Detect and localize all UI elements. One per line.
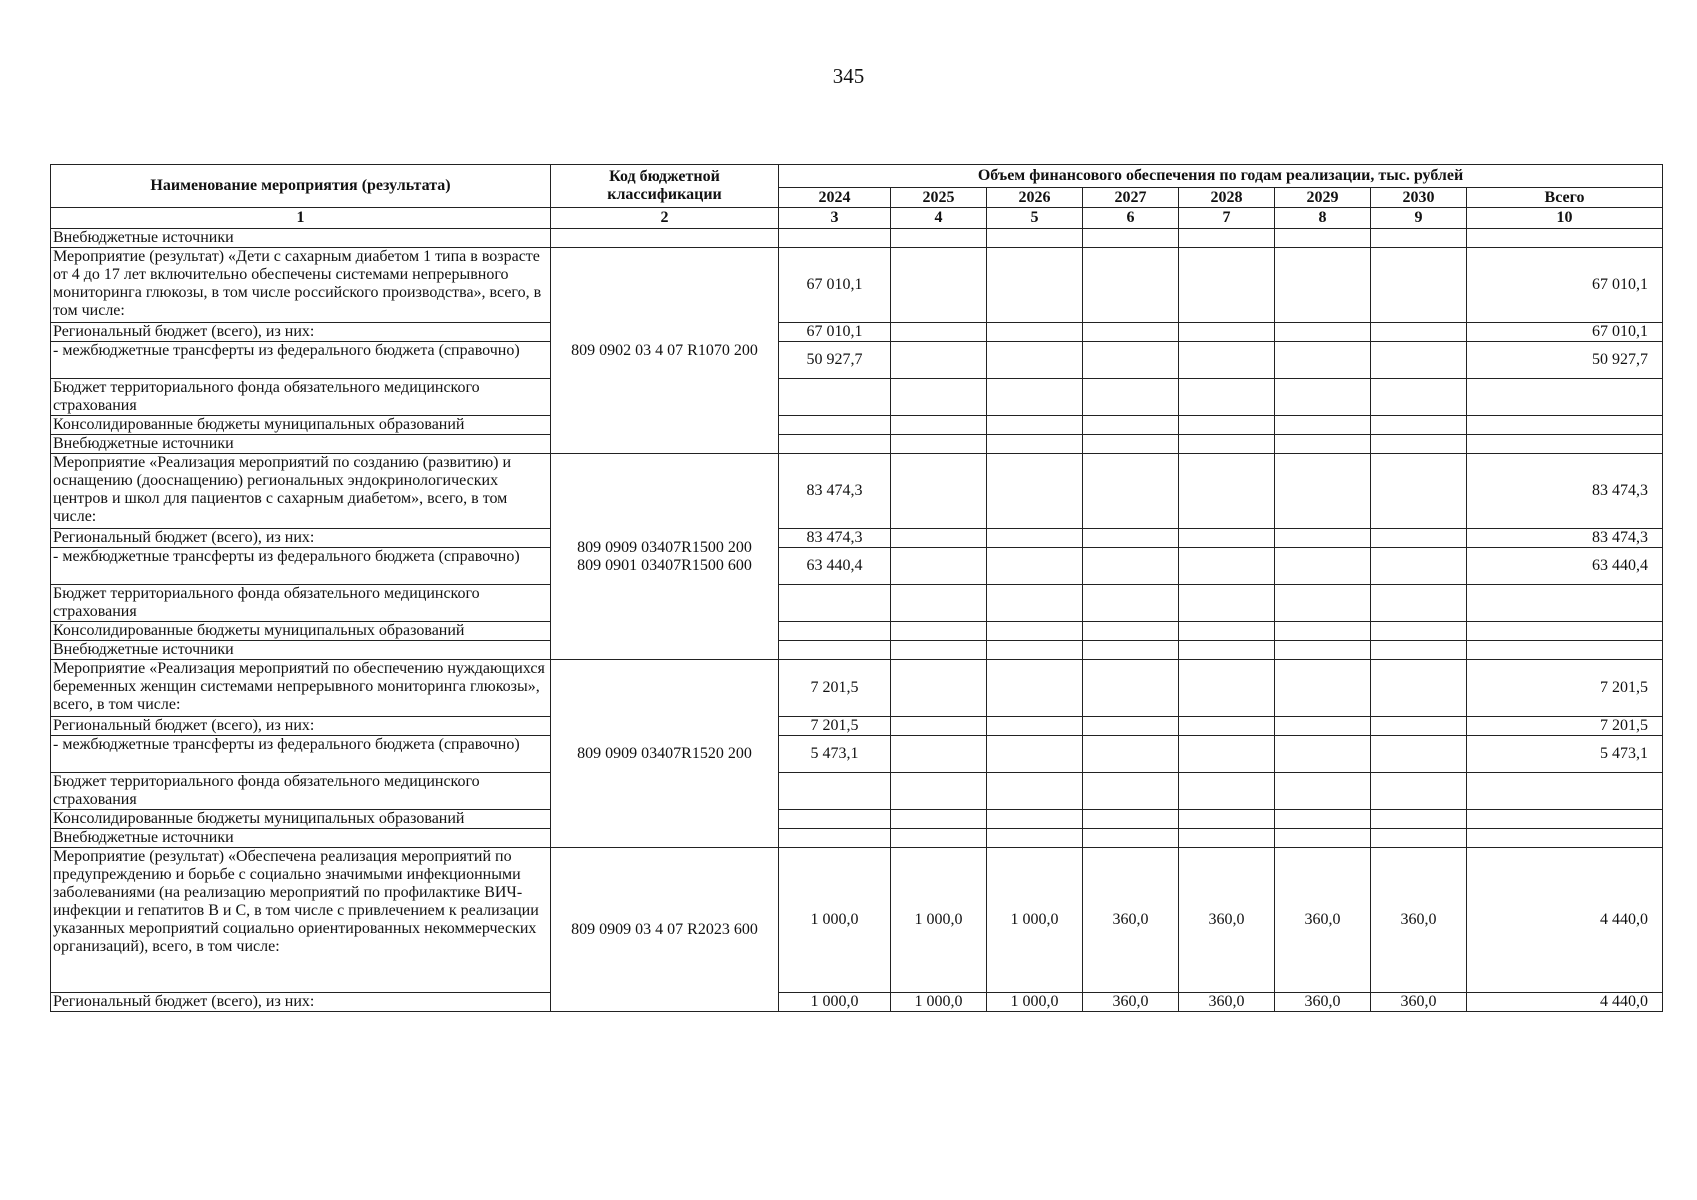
year-value xyxy=(987,641,1083,660)
year-value: 7 201,5 xyxy=(779,660,891,717)
row-value xyxy=(1083,229,1179,248)
year-value xyxy=(1371,379,1467,416)
header-year: 2027 xyxy=(1083,188,1179,208)
row-name: Мероприятие «Реализация мероприятий по созданию (развитию) и оснащению (дооснащению) региональных эндокринологических центров и школ для пациентов с сахарным диабетом», всего, в том числе: xyxy=(51,454,551,529)
row-value xyxy=(1179,229,1275,248)
year-value xyxy=(1179,773,1275,810)
row-value xyxy=(779,229,891,248)
year-value xyxy=(1083,773,1179,810)
year-value xyxy=(891,736,987,773)
year-value xyxy=(1083,379,1179,416)
total-value: 67 010,1 xyxy=(1467,323,1663,342)
year-value xyxy=(1179,810,1275,829)
row-name: Мероприятие «Реализация мероприятий по обеспечению нуждающихся беременных женщин системами непрерывного мониторинга глюкозы», всего, в том числе: xyxy=(51,660,551,717)
total-value: 63 440,4 xyxy=(1467,548,1663,585)
row-name: Внебюджетные источники xyxy=(51,829,551,848)
total-value xyxy=(1467,641,1663,660)
year-value xyxy=(1275,660,1371,717)
year-value xyxy=(1275,248,1371,323)
total-value: 4 440,0 xyxy=(1467,848,1663,993)
year-value xyxy=(987,416,1083,435)
year-value xyxy=(779,435,891,454)
year-value xyxy=(1179,323,1275,342)
year-value: 360,0 xyxy=(1371,848,1467,993)
year-value xyxy=(1179,585,1275,622)
table-row xyxy=(51,641,1663,660)
year-value xyxy=(1083,454,1179,529)
year-value xyxy=(1179,660,1275,717)
row-value xyxy=(987,229,1083,248)
header-year: 2025 xyxy=(891,188,987,208)
column-number: 9 xyxy=(1371,208,1467,229)
year-value xyxy=(891,773,987,810)
year-value xyxy=(1179,529,1275,548)
year-value xyxy=(1275,548,1371,585)
year-value: 1 000,0 xyxy=(779,993,891,1012)
year-value xyxy=(891,248,987,323)
table-row xyxy=(51,342,1663,379)
year-value xyxy=(779,829,891,848)
year-value: 83 474,3 xyxy=(779,454,891,529)
year-value xyxy=(891,342,987,379)
year-value: 1 000,0 xyxy=(779,848,891,993)
year-value xyxy=(1275,736,1371,773)
table-row xyxy=(51,717,1663,736)
year-value xyxy=(1083,641,1179,660)
column-number: 7 xyxy=(1179,208,1275,229)
table-row xyxy=(51,660,1663,717)
year-value xyxy=(1275,829,1371,848)
funding-table xyxy=(50,164,1663,1012)
total-value: 67 010,1 xyxy=(1467,248,1663,323)
budget-code: 809 0909 03407R1500 200 809 0901 03407R1500 600 xyxy=(551,454,779,660)
row-name: Бюджет территориального фонда обязательного медицинского страхования xyxy=(51,379,551,416)
page-number: 345 xyxy=(832,64,865,88)
table-row xyxy=(51,848,1663,993)
table-row xyxy=(51,736,1663,773)
year-value xyxy=(1179,248,1275,323)
budget-code: 809 0902 03 4 07 R1070 200 xyxy=(551,248,779,454)
year-value xyxy=(1371,416,1467,435)
year-value: 67 010,1 xyxy=(779,248,891,323)
year-value xyxy=(891,641,987,660)
row-code xyxy=(551,229,779,248)
year-value xyxy=(1083,810,1179,829)
year-value xyxy=(1371,622,1467,641)
year-value xyxy=(987,323,1083,342)
year-value xyxy=(1083,342,1179,379)
table-row xyxy=(51,529,1663,548)
year-value xyxy=(779,622,891,641)
row-name: Мероприятие (результат) «Обеспечена реализация мероприятий по предупреждению и борьбе с социально значимыми инфекционными заболеваниями (на реализацию мероприятий по профилактике ВИЧ-инфекции и гепатитов В и С, в том числе с привлечением к реализации указанных мероприятий социально ориентированных некоммерческих организаций), всего, в том числе: xyxy=(51,848,551,993)
year-value xyxy=(1275,585,1371,622)
year-value xyxy=(779,585,891,622)
table-row xyxy=(51,829,1663,848)
year-value xyxy=(1179,342,1275,379)
year-value xyxy=(1083,435,1179,454)
budget-code: 809 0909 03407R1520 200 xyxy=(551,660,779,848)
year-value xyxy=(1083,829,1179,848)
row-name: Консолидированные бюджеты муниципальных образований xyxy=(51,622,551,641)
year-value: 360,0 xyxy=(1275,848,1371,993)
year-value xyxy=(987,342,1083,379)
year-value xyxy=(1179,435,1275,454)
column-number: 6 xyxy=(1083,208,1179,229)
header-total: Всего xyxy=(1467,188,1663,208)
year-value: 63 440,4 xyxy=(779,548,891,585)
year-value xyxy=(1083,323,1179,342)
year-value xyxy=(779,773,891,810)
table-row xyxy=(51,435,1663,454)
year-value xyxy=(1275,641,1371,660)
year-value xyxy=(1275,342,1371,379)
column-number: 1 xyxy=(51,208,551,229)
year-value xyxy=(987,829,1083,848)
year-value xyxy=(891,622,987,641)
year-value xyxy=(1179,379,1275,416)
year-value xyxy=(1371,829,1467,848)
year-value: 1 000,0 xyxy=(987,848,1083,993)
column-number: 3 xyxy=(779,208,891,229)
year-value xyxy=(779,379,891,416)
row-name: Региональный бюджет (всего), из них: xyxy=(51,717,551,736)
year-value xyxy=(1275,622,1371,641)
row-total xyxy=(1467,229,1663,248)
table-row xyxy=(51,773,1663,810)
year-value xyxy=(1179,454,1275,529)
row-name: Бюджет территориального фонда обязательного медицинского страхования xyxy=(51,585,551,622)
row-name: Региональный бюджет (всего), из них: xyxy=(51,323,551,342)
year-value xyxy=(1371,641,1467,660)
year-value xyxy=(1179,717,1275,736)
year-value xyxy=(1371,773,1467,810)
year-value xyxy=(1371,248,1467,323)
year-value: 360,0 xyxy=(1083,993,1179,1012)
row-name: - межбюджетные трансферты из федерального бюджета (справочно) xyxy=(51,736,551,773)
row-name: Консолидированные бюджеты муниципальных образований xyxy=(51,810,551,829)
year-value xyxy=(1371,342,1467,379)
row-name: - межбюджетные трансферты из федерального бюджета (справочно) xyxy=(51,342,551,379)
year-value xyxy=(891,548,987,585)
table-row xyxy=(51,248,1663,323)
total-value xyxy=(1467,622,1663,641)
year-value xyxy=(891,323,987,342)
table-row xyxy=(51,379,1663,416)
year-value: 360,0 xyxy=(1083,848,1179,993)
year-value xyxy=(1083,248,1179,323)
year-value xyxy=(891,379,987,416)
header-name: Наименование мероприятия (результата) xyxy=(51,165,551,208)
year-value xyxy=(891,717,987,736)
year-value: 360,0 xyxy=(1179,993,1275,1012)
table-row xyxy=(51,416,1663,435)
year-value xyxy=(1371,548,1467,585)
year-value xyxy=(1371,435,1467,454)
year-value: 360,0 xyxy=(1371,993,1467,1012)
year-value xyxy=(1083,585,1179,622)
total-value: 83 474,3 xyxy=(1467,454,1663,529)
table-row xyxy=(51,585,1663,622)
year-value xyxy=(891,454,987,529)
total-value: 83 474,3 xyxy=(1467,529,1663,548)
year-value xyxy=(1179,548,1275,585)
column-number: 2 xyxy=(551,208,779,229)
row-value xyxy=(1371,229,1467,248)
year-value xyxy=(1083,529,1179,548)
row-name: Региональный бюджет (всего), из них: xyxy=(51,993,551,1012)
year-value xyxy=(987,622,1083,641)
total-value: 7 201,5 xyxy=(1467,717,1663,736)
year-value: 1 000,0 xyxy=(891,848,987,993)
year-value xyxy=(987,454,1083,529)
header-year: 2029 xyxy=(1275,188,1371,208)
table-row xyxy=(51,810,1663,829)
year-value xyxy=(1083,548,1179,585)
year-value xyxy=(1371,717,1467,736)
year-value xyxy=(891,810,987,829)
year-value xyxy=(987,736,1083,773)
year-value xyxy=(1083,622,1179,641)
header-year: 2030 xyxy=(1371,188,1467,208)
table-row xyxy=(51,323,1663,342)
row-name: Внебюджетные источники xyxy=(51,641,551,660)
total-value xyxy=(1467,379,1663,416)
year-value: 7 201,5 xyxy=(779,717,891,736)
year-value xyxy=(1275,717,1371,736)
total-value xyxy=(1467,435,1663,454)
year-value xyxy=(891,416,987,435)
total-value: 5 473,1 xyxy=(1467,736,1663,773)
year-value xyxy=(1275,454,1371,529)
year-value xyxy=(987,810,1083,829)
year-value: 5 473,1 xyxy=(779,736,891,773)
header-year: 2024 xyxy=(779,188,891,208)
year-value xyxy=(779,641,891,660)
total-value: 4 440,0 xyxy=(1467,993,1663,1012)
row-name: - межбюджетные трансферты из федерального бюджета (справочно) xyxy=(51,548,551,585)
row-name: Региональный бюджет (всего), из них: xyxy=(51,529,551,548)
header-year: 2028 xyxy=(1179,188,1275,208)
year-value xyxy=(1083,416,1179,435)
year-value xyxy=(987,379,1083,416)
year-value: 50 927,7 xyxy=(779,342,891,379)
year-value xyxy=(891,829,987,848)
year-value xyxy=(779,810,891,829)
year-value xyxy=(1371,529,1467,548)
year-value xyxy=(1275,379,1371,416)
column-number: 4 xyxy=(891,208,987,229)
header-year: 2026 xyxy=(987,188,1083,208)
year-value xyxy=(1275,773,1371,810)
row-value xyxy=(1275,229,1371,248)
year-value xyxy=(1275,416,1371,435)
year-value xyxy=(987,717,1083,736)
year-value xyxy=(987,435,1083,454)
year-value: 360,0 xyxy=(1275,993,1371,1012)
year-value xyxy=(891,529,987,548)
year-value xyxy=(1083,736,1179,773)
year-value xyxy=(1179,622,1275,641)
table-body xyxy=(51,229,1663,1012)
header-volume: Объем финансового обеспечения по годам реализации, тыс. рублей xyxy=(779,165,1663,188)
budget-code: 809 0909 03 4 07 R2023 600 xyxy=(551,848,779,1012)
total-value xyxy=(1467,829,1663,848)
column-number: 5 xyxy=(987,208,1083,229)
year-value: 67 010,1 xyxy=(779,323,891,342)
year-value xyxy=(891,660,987,717)
table-row xyxy=(51,229,1663,248)
table-row xyxy=(51,454,1663,529)
row-name: Внебюджетные источники xyxy=(51,229,551,248)
year-value xyxy=(1179,736,1275,773)
year-value: 1 000,0 xyxy=(891,993,987,1012)
header-code: Код бюджетной классификации xyxy=(551,165,779,208)
year-value xyxy=(987,585,1083,622)
total-value xyxy=(1467,416,1663,435)
year-value xyxy=(1179,829,1275,848)
total-value xyxy=(1467,810,1663,829)
row-name: Мероприятие (результат) «Дети с сахарным диабетом 1 типа в возрасте от 4 до 17 лет включительно обеспечены системами непрерывного мониторинга глюкозы, в том числе российского производства», всего, в том числе: xyxy=(51,248,551,323)
year-value xyxy=(987,548,1083,585)
year-value xyxy=(891,435,987,454)
year-value: 360,0 xyxy=(1179,848,1275,993)
column-number: 8 xyxy=(1275,208,1371,229)
year-value xyxy=(987,773,1083,810)
total-value: 7 201,5 xyxy=(1467,660,1663,717)
year-value xyxy=(987,248,1083,323)
table-row xyxy=(51,622,1663,641)
total-value xyxy=(1467,773,1663,810)
year-value xyxy=(1179,641,1275,660)
total-value xyxy=(1467,585,1663,622)
year-value: 1 000,0 xyxy=(987,993,1083,1012)
year-value xyxy=(891,585,987,622)
table-row xyxy=(51,993,1663,1012)
year-value xyxy=(1275,435,1371,454)
column-number: 10 xyxy=(1467,208,1663,229)
row-name: Внебюджетные источники xyxy=(51,435,551,454)
year-value xyxy=(1371,323,1467,342)
year-value xyxy=(1275,529,1371,548)
year-value xyxy=(1371,585,1467,622)
year-value xyxy=(1179,416,1275,435)
year-value xyxy=(987,529,1083,548)
row-name: Консолидированные бюджеты муниципальных образований xyxy=(51,416,551,435)
row-value xyxy=(891,229,987,248)
year-value xyxy=(1371,660,1467,717)
year-value xyxy=(1083,717,1179,736)
year-value: 83 474,3 xyxy=(779,529,891,548)
year-value xyxy=(987,660,1083,717)
year-value xyxy=(1083,660,1179,717)
year-value xyxy=(1275,323,1371,342)
table-header xyxy=(51,165,1663,229)
total-value: 50 927,7 xyxy=(1467,342,1663,379)
year-value xyxy=(779,416,891,435)
row-name: Бюджет территориального фонда обязательного медицинского страхования xyxy=(51,773,551,810)
year-value xyxy=(1371,736,1467,773)
year-value xyxy=(1275,810,1371,829)
year-value xyxy=(1371,454,1467,529)
table-row xyxy=(51,548,1663,585)
year-value xyxy=(1371,810,1467,829)
